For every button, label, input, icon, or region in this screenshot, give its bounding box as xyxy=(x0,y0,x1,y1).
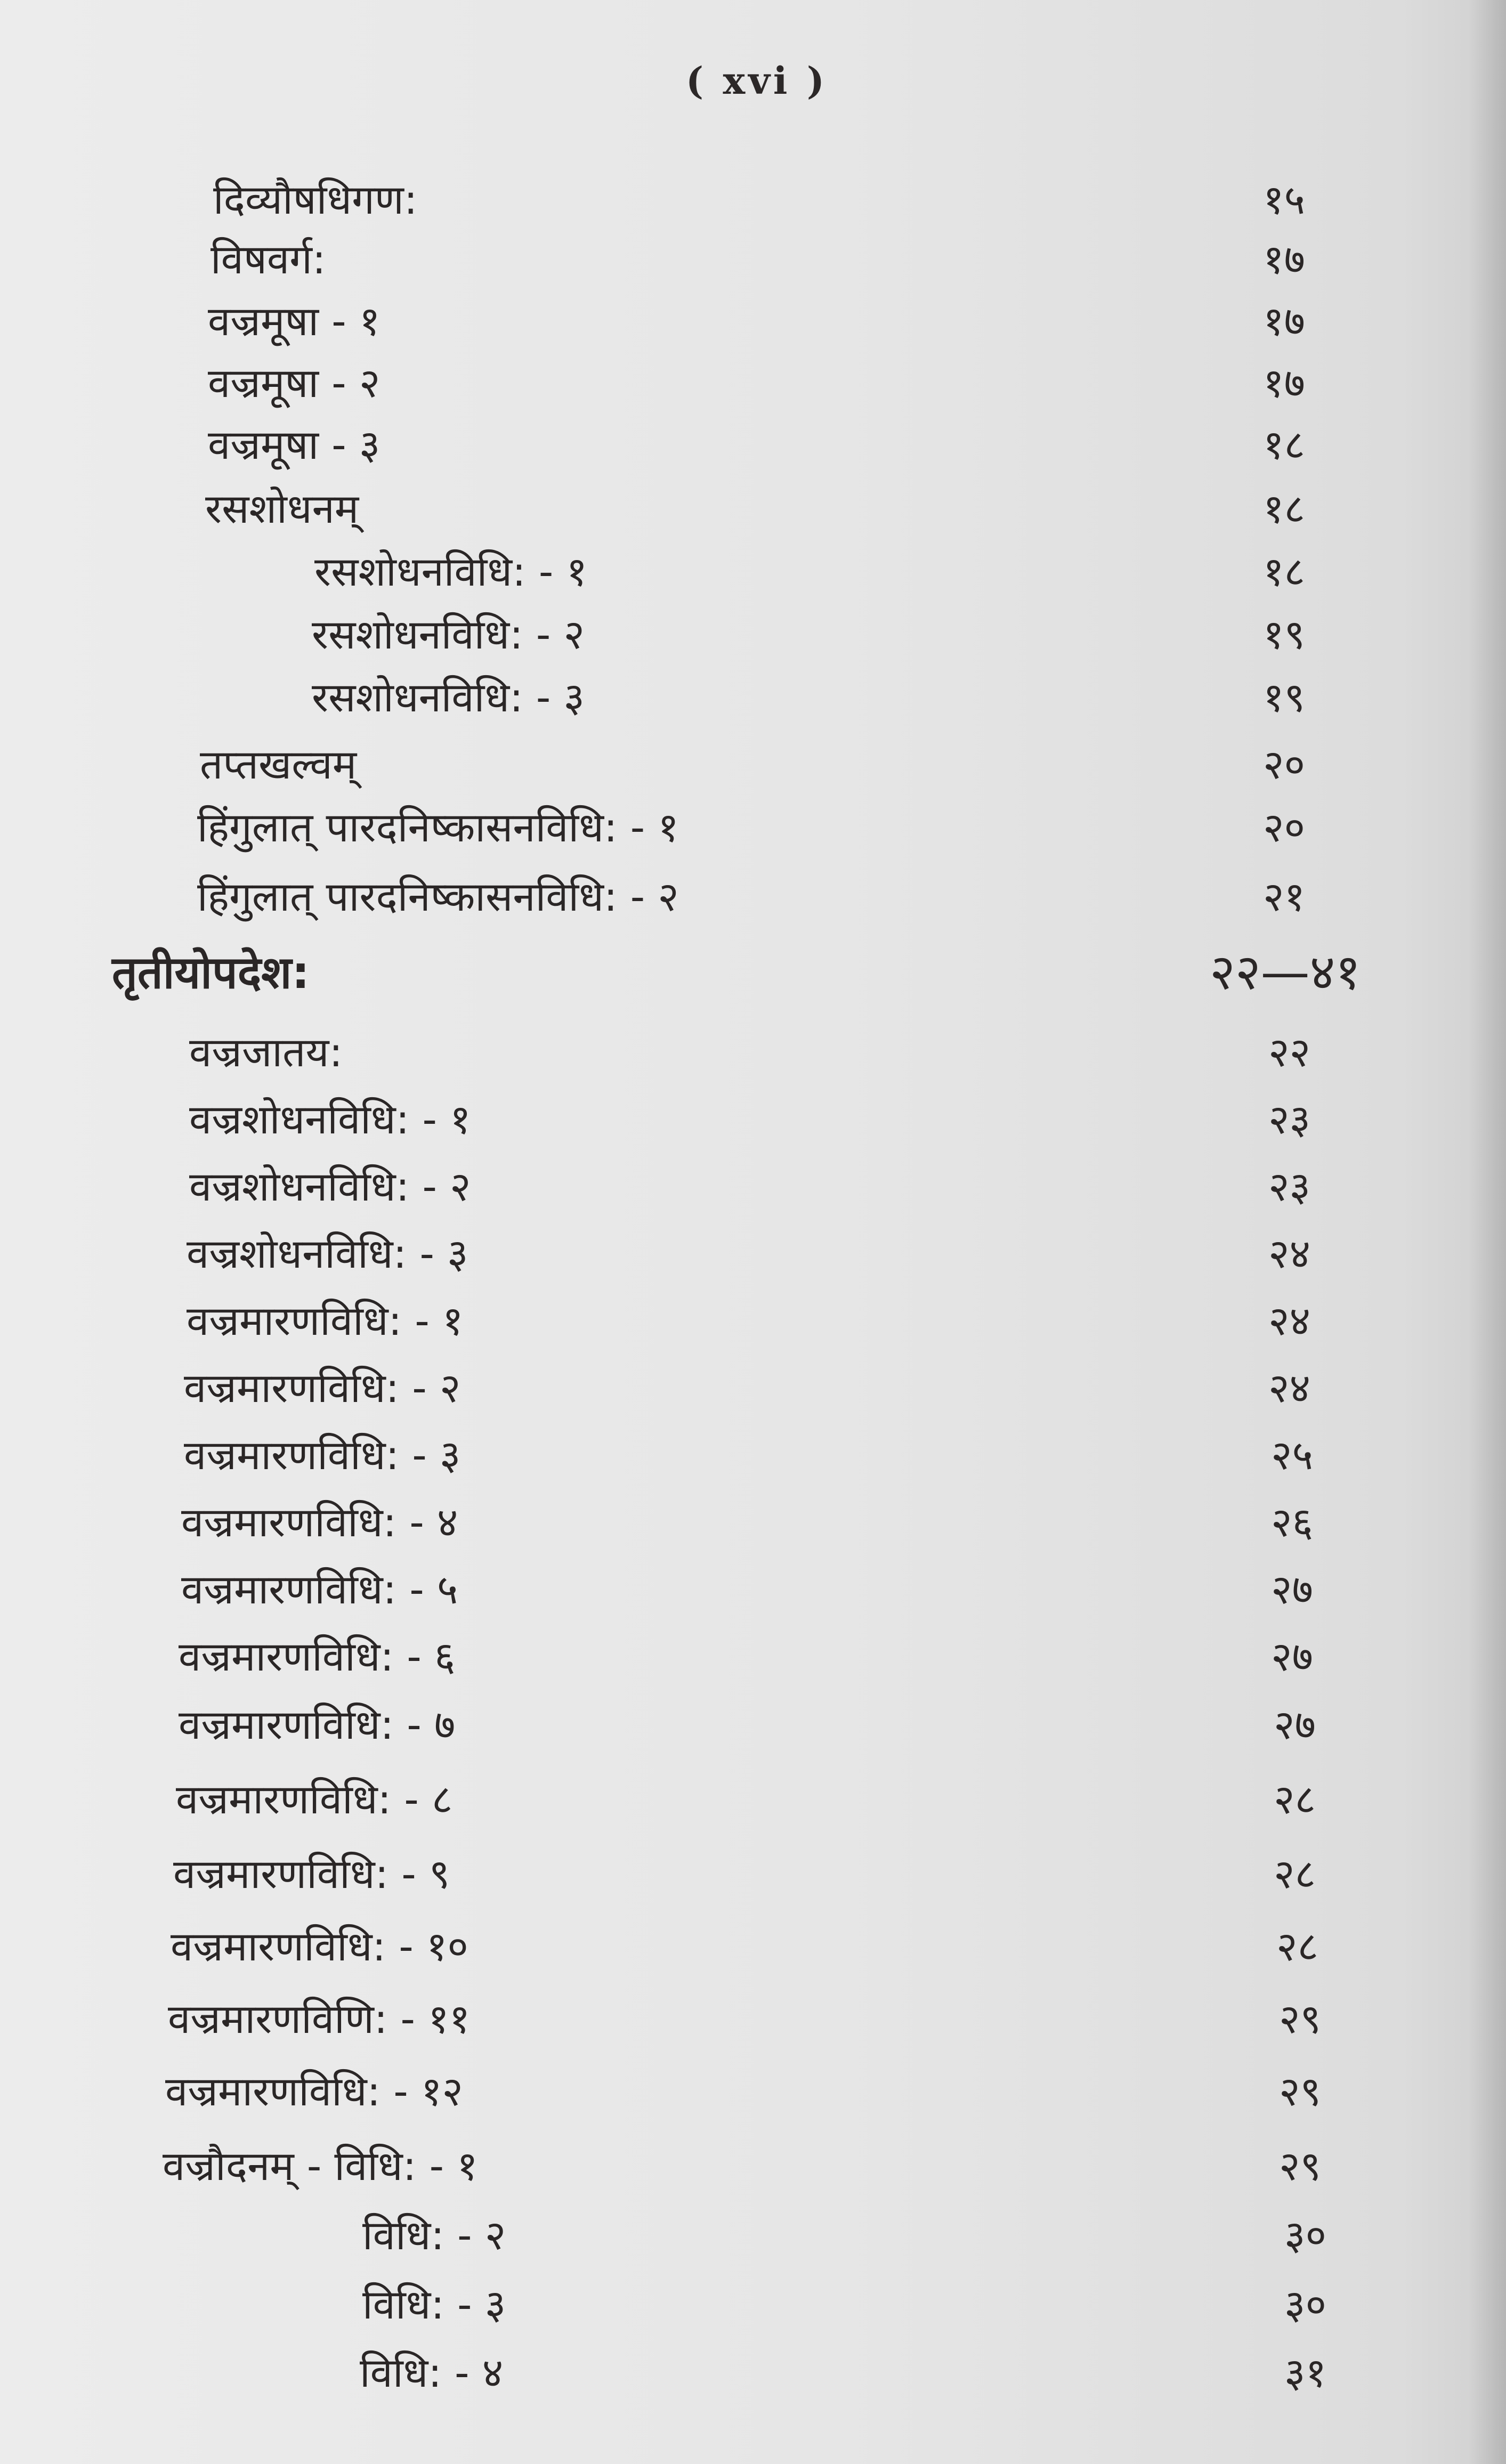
entry-title: विधि: - ४ xyxy=(360,2349,504,2396)
toc-entry xyxy=(0,416,1506,474)
entry-title: वज्रमूषा - २ xyxy=(208,359,380,407)
entry-page: ३० xyxy=(1284,2281,1327,2328)
entry-page: २८ xyxy=(1274,1850,1316,1898)
entry-page: २० xyxy=(1263,741,1306,788)
entry-page: २३ xyxy=(1268,1163,1311,1210)
toc-entry xyxy=(0,292,1506,351)
entry-title: वज्रशोधनविधि: - १ xyxy=(189,1096,471,1143)
entry-title: वज्रमारणविधि: - ७ xyxy=(179,1701,456,1748)
entry-page: ३० xyxy=(1284,2211,1327,2259)
entry-page: २९ xyxy=(1279,1995,1322,2042)
entry-page: १७ xyxy=(1263,297,1306,345)
entry-page: २७ xyxy=(1271,1566,1314,1613)
toc-entry xyxy=(0,605,1506,664)
toc-entry xyxy=(0,2137,1506,2195)
entry-page: २४ xyxy=(1268,1364,1311,1412)
entry-title: वज्रमारणविधि: - ३ xyxy=(184,1431,461,1479)
entry-title: वज्रमारणविधि: - १० xyxy=(171,1923,468,1970)
toc-entry xyxy=(0,1493,1506,1552)
toc-entry xyxy=(0,2275,1506,2334)
entry-title: तप्तखल्वम् xyxy=(200,741,357,788)
toc-entry xyxy=(0,735,1506,794)
entry-title: वज्रौदनम् - विधि: - १ xyxy=(163,2142,478,2190)
entry-title: वज्रमूषा - १ xyxy=(208,297,380,345)
entry-page: २६ xyxy=(1271,1498,1314,1546)
toc-entry xyxy=(0,868,1506,926)
toc-entry xyxy=(0,1627,1506,1686)
entry-title: वज्रजातय: xyxy=(189,1028,343,1076)
entry-title: हिंगुलात् पारदनिष्कासनविधि: - १ xyxy=(197,804,679,851)
entry-page: २३ xyxy=(1268,1096,1311,1143)
entry-page: २७ xyxy=(1271,1633,1314,1680)
entry-page: १५ xyxy=(1263,176,1306,223)
toc-entry xyxy=(0,1023,1506,1082)
toc-entry xyxy=(0,1845,1506,1903)
toc-entry xyxy=(0,1917,1506,1976)
toc-entry xyxy=(0,2206,1506,2265)
toc-entry xyxy=(0,668,1506,727)
entry-title: वज्रमूषा - ३ xyxy=(208,421,380,468)
entry-page: २९ xyxy=(1279,2142,1322,2190)
toc-entry xyxy=(0,542,1506,601)
entry-page: १९ xyxy=(1263,611,1306,658)
entry-page: २४ xyxy=(1268,1297,1311,1344)
toc-entry xyxy=(0,354,1506,412)
entry-title: हिंगुलात् पारदनिष्कासनविधि: - २ xyxy=(197,873,679,920)
section-title: तृतीयोपदेश: xyxy=(112,946,310,999)
entry-page: २० xyxy=(1263,804,1306,851)
toc-entry xyxy=(0,1359,1506,1417)
entry-title: विधि: - २ xyxy=(362,2211,506,2259)
toc-entry xyxy=(0,480,1506,538)
toc-entry xyxy=(0,1770,1506,1829)
section-page-range: २२—४१ xyxy=(1210,944,1361,1001)
entry-title: वज्रमारणविधि: - ९ xyxy=(173,1850,450,1898)
toc-entry xyxy=(0,1157,1506,1216)
entry-title: वज्रशोधनविधि: - ३ xyxy=(187,1230,468,1277)
entry-page: १८ xyxy=(1263,485,1306,532)
entry-title: विधि: - ३ xyxy=(362,2281,506,2328)
toc-entry xyxy=(0,798,1506,857)
page-number: ( xvi ) xyxy=(686,59,828,103)
entry-page: २७ xyxy=(1274,1701,1316,1748)
toc-entry xyxy=(0,1426,1506,1485)
toc-entry xyxy=(0,1225,1506,1283)
entry-title: वज्रमारणविधि: - २ xyxy=(184,1364,461,1412)
entry-title: रसशोधनविधि: - २ xyxy=(312,611,585,658)
entry-page: २९ xyxy=(1279,2068,1322,2115)
toc-entry xyxy=(0,2344,1506,2402)
entry-title: दिव्यौषधिगण: xyxy=(213,176,418,223)
entry-page: १८ xyxy=(1263,421,1306,468)
toc-entry xyxy=(0,171,1506,229)
entry-page: २८ xyxy=(1274,1776,1316,1823)
entry-title: विषवर्ग: xyxy=(210,236,326,283)
entry-page: १८ xyxy=(1263,548,1306,595)
entry-page: १७ xyxy=(1263,359,1306,407)
entry-page: २८ xyxy=(1276,1923,1319,1970)
entry-title: वज्रमारणविधि: - ५ xyxy=(181,1566,458,1613)
entry-page: २२ xyxy=(1268,1028,1311,1076)
section-heading xyxy=(0,943,1506,1002)
entry-page: २४ xyxy=(1268,1230,1311,1277)
entry-title: वज्रमारणविधि: - १ xyxy=(187,1297,464,1344)
entry-page: २५ xyxy=(1271,1431,1314,1479)
entry-title: रसशोधनम् xyxy=(205,485,359,532)
entry-title: वज्रमारणविधि: - १२ xyxy=(165,2068,463,2115)
entry-title: वज्रमारणविधि: - ४ xyxy=(181,1498,458,1546)
toc-entry xyxy=(0,1560,1506,1619)
toc-entry xyxy=(0,230,1506,289)
entry-page: ३१ xyxy=(1284,2349,1327,2396)
entry-title: वज्रमारणविणि: - ११ xyxy=(168,1995,471,2042)
toc-entry xyxy=(0,1090,1506,1149)
toc-entry xyxy=(0,1696,1506,1754)
entry-title: वज्रशोधनविधि: - २ xyxy=(189,1163,471,1210)
entry-page: २१ xyxy=(1263,873,1306,920)
entry-title: रसशोधनविधि: - ३ xyxy=(312,674,585,721)
entry-page: १९ xyxy=(1263,674,1306,721)
entry-title: रसशोधनविधि: - १ xyxy=(314,548,587,595)
entry-title: वज्रमारणविधि: - ८ xyxy=(176,1776,453,1823)
toc-entry xyxy=(0,2062,1506,2121)
entry-title: वज्रमारणविधि: - ६ xyxy=(179,1633,456,1680)
toc-entry xyxy=(0,1292,1506,1350)
toc-entry xyxy=(0,1990,1506,2048)
entry-page: १७ xyxy=(1263,236,1306,283)
